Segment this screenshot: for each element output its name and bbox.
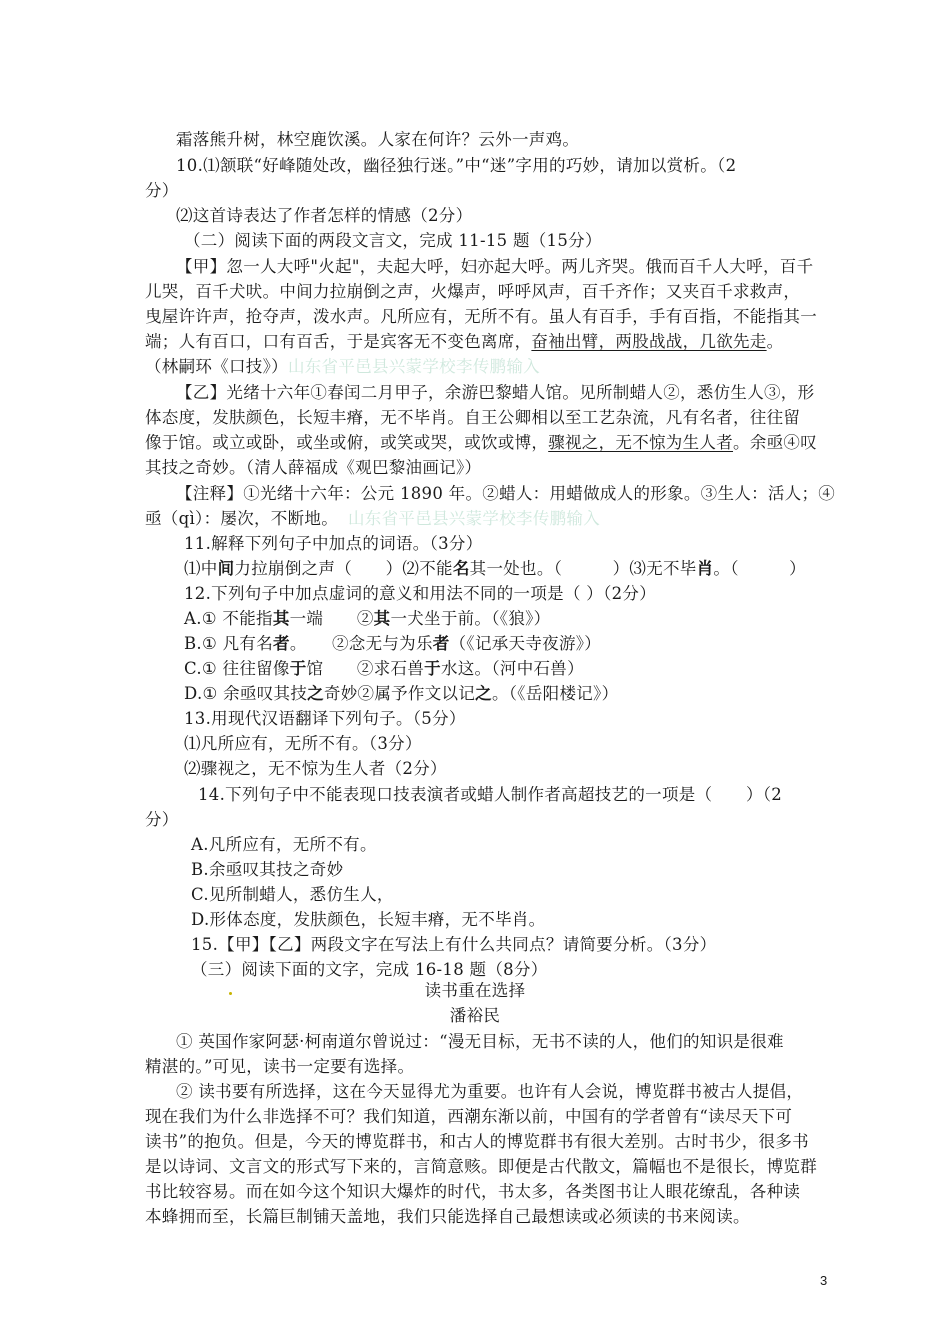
- passage-jia-line: 曳屋许许声，抢夺声，泼水声。凡所应有，无所不有。虽人有百手，手有百指，不能指其一: [145, 307, 817, 326]
- passage-yi-line: [145, 432, 817, 454]
- passage-jia-line: [145, 331, 783, 353]
- passage-yi-text: 。余亟④叹: [733, 433, 818, 452]
- dotted-word: 之: [307, 684, 324, 703]
- dotted-word: 名: [452, 559, 470, 578]
- dotted-word: 者: [432, 634, 450, 653]
- article-paragraph-line: 读书”的抱负。但是，今天的博览群书，和古人的博览群书有很大差别。古时书少，很多书: [145, 1132, 809, 1151]
- dotted-word: 于: [424, 659, 441, 678]
- article-paragraph-line: 是以诗词、文言文的形式写下来的，言简意赅。即便是古代散文，篇幅也不是很长，博览群: [145, 1157, 817, 1176]
- article-author: 潘裕民: [449, 1006, 501, 1025]
- article-paragraph-line: 书比较容易。而在如今这个知识大爆炸的时代，书太多，各类图书让人眼花缭乱，各种读: [145, 1182, 801, 1201]
- question-11: 11.解释下列句子中加点的词语。（3分）: [184, 534, 483, 553]
- option-text: 。 ②念无与为乐: [289, 634, 433, 653]
- q11-text: 力拉崩倒之声（ ）⑵不能: [234, 559, 453, 578]
- source-citation: （林嗣环《口技》）: [145, 357, 288, 376]
- dotted-word: 之: [475, 684, 492, 703]
- option-text: 一犬坐于前。（《狼》）: [390, 609, 551, 628]
- question-13-2: ⑵骤视之，无不惊为生人者（2分）: [184, 759, 447, 778]
- question-10-1-points: 分）: [145, 181, 179, 200]
- option-text: D.① 余亟叹其技: [184, 684, 308, 703]
- question-13-1: ⑴凡所应有，无所不有。（3分）: [184, 734, 422, 753]
- question-10-1: 10.⑴颔联“好峰随处改，幽径独行迷。”中“迷”字用的巧妙，请加以赏析。（2: [176, 156, 737, 175]
- option-c: [184, 658, 584, 680]
- option-c: C.见所制蜡人，悉仿生人，: [191, 885, 394, 904]
- question-14: 14.下列句子中不能表现口技表演者或蜡人制作者高超技艺的一项是（ ）（2: [198, 785, 783, 804]
- question-11-items: [184, 558, 806, 580]
- notes-line: 【注释】①光绪十六年：公元 1890 年。②蜡人：用蜡做成人的形象。③生人：活人；④: [176, 484, 836, 503]
- question-13: 13.用现代汉语翻译下列句子。（5分）: [184, 709, 466, 728]
- stray-mark: [229, 992, 232, 995]
- article-paragraph-line: 现在我们为什么非选择不可？我们知道，西潮东渐以前，中国有的学者曾有“读尽天下可: [145, 1107, 793, 1126]
- option-text: 。（《岳阳楼记》）: [491, 684, 619, 703]
- poem-line: 霜落熊升树，林空鹿饮溪。人家在何许？云外一声鸡。: [176, 130, 580, 149]
- option-text: C.① 往往留像: [184, 659, 290, 678]
- option-text: A.① 不能指: [184, 609, 273, 628]
- passage-yi-line: 其技之奇妙。（清人薛福成《观巴黎油画记》）: [145, 458, 482, 477]
- passage-yi-line: 体态度，发肤颜色，长短丰瘠，无不毕肖。自王公卿相以至工艺杂流，凡有名者，往往留: [145, 408, 801, 427]
- article-title: 读书重在选择: [424, 981, 526, 1000]
- option-b: [184, 633, 601, 655]
- question-12: 12.下列句子中加点虚词的意义和用法不同的一项是（ ）（2分）: [184, 584, 657, 603]
- passage-jia-line: 儿哭，百千犬吠。中间力拉崩倒之声，火爆声，呼呼风声，百千齐作；又夹百千求救声，: [145, 282, 801, 301]
- underlined-sentence: 骤视之，无不惊为生人者: [548, 433, 734, 452]
- dotted-word: 者: [273, 634, 290, 653]
- notes-text: 亟（qì）：屡次，不断地。: [145, 509, 338, 528]
- passage-yi-line: 【乙】光绪十六年①春闰二月甲子，余游巴黎蜡人馆。见所制蜡人②，悉仿生人③，形: [176, 383, 815, 402]
- page-number: 3: [820, 1273, 828, 1288]
- underlined-sentence: 奋袖出臂，两股战战，几欲先走: [531, 332, 767, 351]
- option-text: B.① 凡有名: [184, 634, 274, 653]
- dotted-word: 其: [272, 609, 290, 628]
- watermark-text: 山东省平邑县兴蒙学校李传鹏输入: [287, 357, 540, 376]
- section-2-heading: （二）阅读下面的两段文言文，完成 11-15 题（15分）: [184, 231, 602, 250]
- dotted-word: 间: [217, 559, 235, 578]
- option-text: 馆 ②求石兽: [306, 659, 425, 678]
- option-text: 奇妙②属予作文以记: [323, 684, 476, 703]
- section-3-heading: （三）阅读下面的文字，完成 16-18 题（8分）: [191, 960, 548, 979]
- option-a: [184, 608, 551, 630]
- dotted-word: 于: [289, 659, 307, 678]
- punctuation: 。: [766, 332, 784, 351]
- article-paragraph-line: ② 读书要有所选择，这在今天显得尤为重要。也许有人会说，博览群书被古人提倡，: [176, 1082, 804, 1101]
- option-b: B.余亟叹其技之奇妙: [191, 860, 344, 879]
- passage-yi-text: 像于馆。或立或卧，或坐或俯，或笑或哭，或饮或博，: [145, 433, 549, 452]
- watermark-text: 山东省平邑县兴蒙学校李传鹏输入: [348, 509, 600, 528]
- passage-jia-source: [145, 356, 540, 378]
- passage-jia-text: 端；人有百口，口有百舌，于是宾客无不变色离席，: [145, 332, 532, 351]
- q11-text: 。（ ）: [713, 559, 806, 578]
- option-text: 水这。（河中石兽）: [440, 659, 584, 678]
- question-14-points: 分）: [145, 810, 179, 829]
- question-15: 15.【甲】【乙】两段文字在写法上有什么共同点？请简要分析。（3分）: [191, 935, 717, 954]
- article-paragraph-line: 精湛的。”可见，读书一定要有选择。: [145, 1057, 415, 1076]
- dotted-word: 肖: [696, 559, 714, 578]
- q11-text: ⑴中: [184, 559, 218, 578]
- question-10-2: ⑵这首诗表达了作者怎样的情感（2分）: [176, 206, 473, 225]
- dotted-word: 其: [373, 609, 391, 628]
- option-d: D.形体态度，发肤颜色，长短丰瘠，无不毕肖。: [191, 910, 546, 929]
- article-paragraph-line: ① 英国作家阿瑟·柯南道尔曾说过：“漫无目标，无书不读的人，他们的知识是很难: [176, 1032, 784, 1051]
- q11-text: 其一处也。（ ）⑶无不毕: [469, 559, 697, 578]
- option-a: A.凡所应有，无所不有。: [191, 835, 377, 854]
- option-d: [184, 683, 618, 705]
- passage-jia-line: 【甲】忽一人大呼"火起"，夫起大呼，妇亦起大呼。两儿齐哭。俄而百千人大呼，百千: [176, 257, 814, 276]
- option-text: 一端 ②: [289, 609, 374, 628]
- article-paragraph-line: 本蜂拥而至，长篇巨制铺天盖地，我们只能选择自己最想读或必须读的书来阅读。: [145, 1207, 750, 1226]
- option-text: （《记承天寺夜游》）: [449, 634, 602, 653]
- notes-line: [145, 508, 600, 530]
